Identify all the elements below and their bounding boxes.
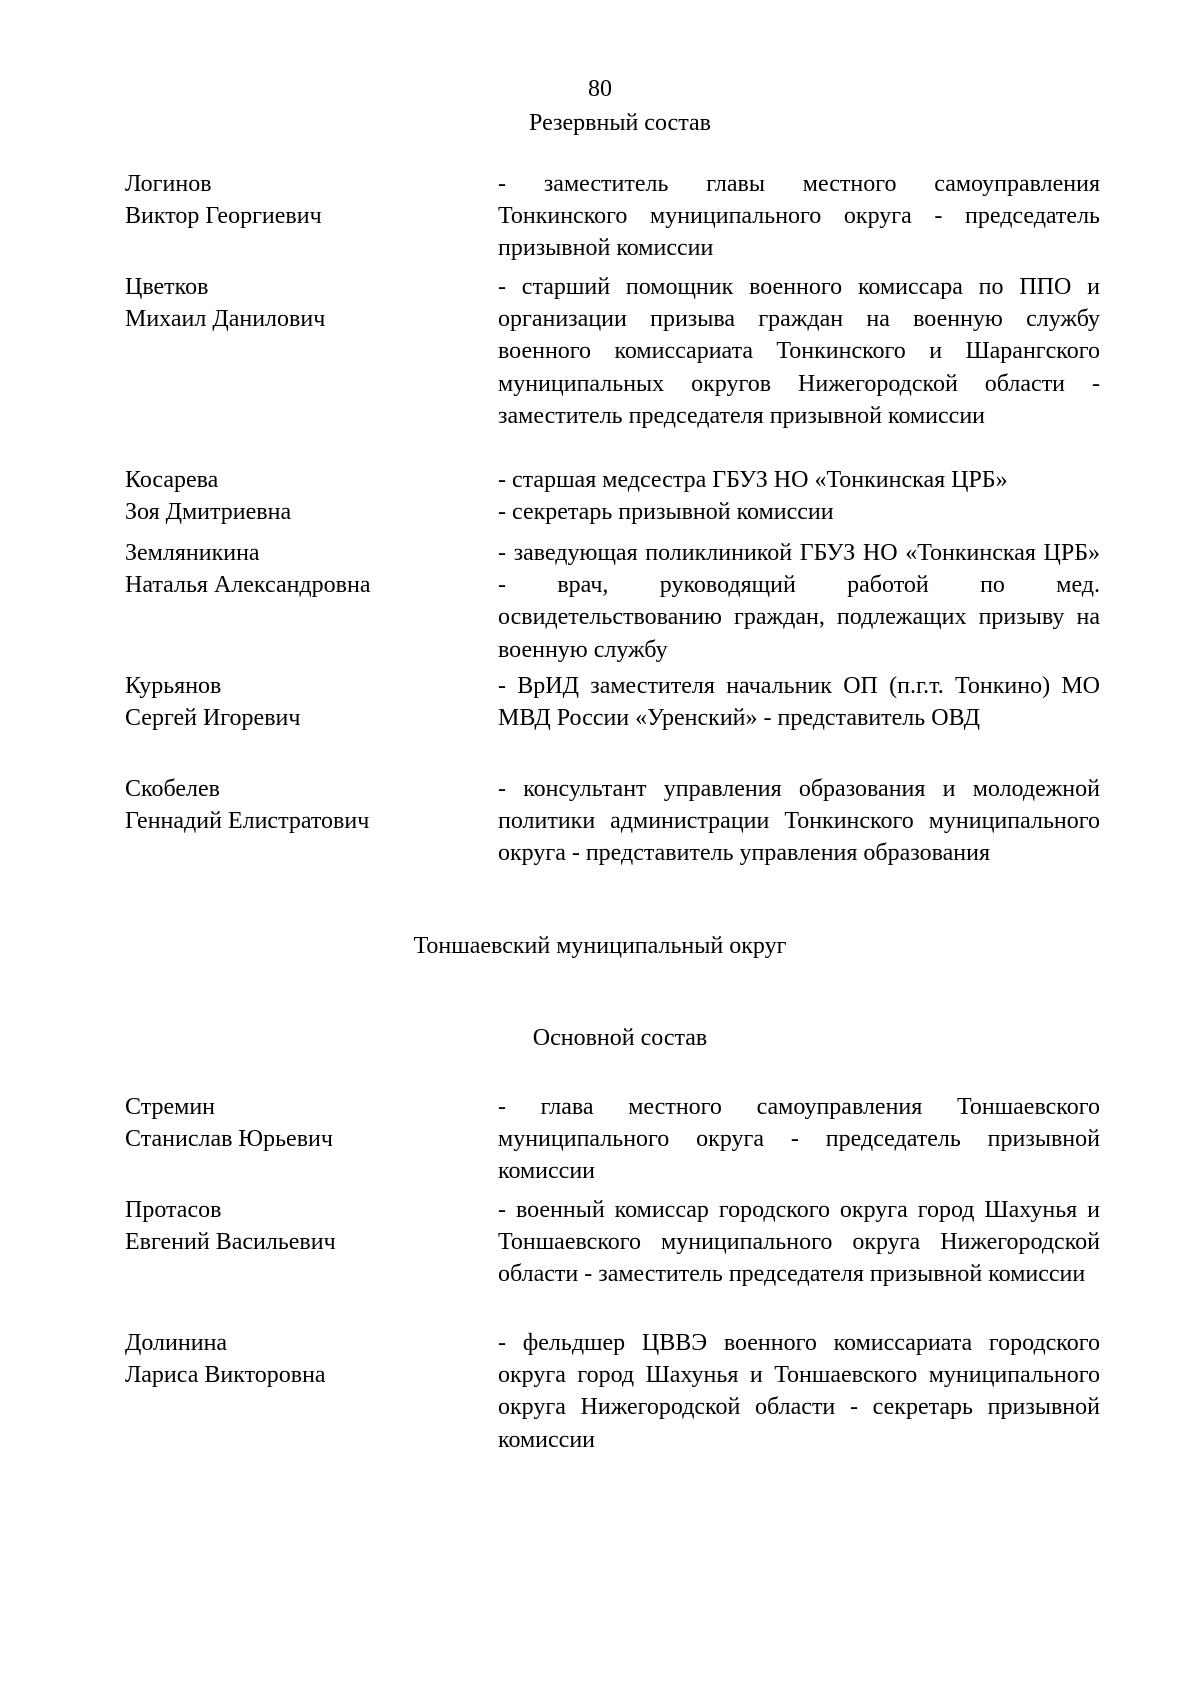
role-line: - ВрИД заместителя начальник ОП (п.г.т. Тонкино) МО МВД России «Уренский» - представитель ОВД — [498, 673, 1100, 732]
member-name — [125, 1327, 475, 1391]
member-surname: Земляникина — [125, 540, 260, 566]
member-surname: Косарева — [125, 467, 219, 493]
member-role — [498, 537, 1100, 666]
member-given-name: Сергей Игоревич — [125, 705, 301, 732]
role-line: - консультант управления образования и молодежной политики администрации Тонкинского муниципального округа - представитель управления образования — [498, 776, 1100, 867]
member-surname: Логинов — [125, 171, 212, 197]
member-name — [125, 271, 475, 335]
member-name — [125, 464, 475, 528]
member-role — [498, 464, 1100, 528]
member-given-name: Михаил Данилович — [125, 306, 326, 333]
role-line: - заведующая поликлиникой ГБУЗ НО «Тонкинская ЦРБ» - врач, руководящий работой по мед. освидетельствованию граждан, подлежащих призыву на военную службу — [498, 540, 1100, 663]
member-surname: Долинина — [125, 1330, 228, 1356]
member-role — [498, 1194, 1100, 1291]
member-surname: Курьянов — [125, 673, 222, 699]
member-given-name: Станислав Юрьевич — [125, 1126, 333, 1153]
role-line: - военный комиссар городского округа город Шахунья и Тоншаевского муниципального округа Нижегородской области - заместитель председателя призывной комиссии — [498, 1197, 1100, 1288]
member-role — [498, 271, 1100, 432]
role-line: - старший помощник военного комиссара по ППО и организации призыва граждан на военную службу военного комиссариата Тонкинского и Шарангского муниципальных округов Нижегородской области - заместитель председателя призывной комиссии — [498, 274, 1100, 429]
role-line: - заместитель главы местного самоуправления Тонкинского муниципального округа - председатель призывной комиссии — [498, 171, 1100, 262]
member-name — [125, 670, 475, 734]
member-name — [125, 773, 475, 837]
role-line: - глава местного самоуправления Тоншаевского муниципального округа - председатель призывной комиссии — [498, 1094, 1100, 1185]
member-role — [498, 1091, 1100, 1188]
member-name — [125, 537, 475, 601]
member-role — [498, 773, 1100, 870]
district-heading: Тоншаевский муниципальный округ — [413, 933, 787, 959]
member-name — [125, 1091, 475, 1155]
member-surname: Цветков — [125, 274, 209, 300]
page-number: 80 — [588, 76, 612, 102]
role-line: - старшая медсестра ГБУЗ НО «Тонкинская ЦРБ» — [498, 467, 1008, 493]
member-role — [498, 670, 1100, 734]
member-surname: Протасов — [125, 1197, 222, 1223]
member-surname: Стремин — [125, 1094, 215, 1120]
member-role — [498, 168, 1100, 265]
member-name — [125, 168, 475, 232]
section-heading-main: Основной состав — [532, 1025, 708, 1051]
member-given-name: Евгений Васильевич — [125, 1229, 336, 1256]
member-surname: Скобелев — [125, 776, 220, 802]
member-given-name: Геннадий Елистратович — [125, 808, 370, 835]
member-given-name: Наталья Александровна — [125, 572, 371, 599]
member-name — [125, 1194, 475, 1258]
member-given-name: Виктор Георгиевич — [125, 203, 322, 230]
role-line: - секретарь призывной комиссии — [498, 499, 834, 526]
member-role — [498, 1327, 1100, 1456]
role-line: - фельдшер ЦВВЭ военного комиссариата городского округа город Шахунья и Тоншаевского муниципального округа Нижегородской области - секретарь призывной комиссии — [498, 1330, 1100, 1453]
member-given-name: Лариса Викторовна — [125, 1362, 326, 1389]
member-given-name: Зоя Дмитриевна — [125, 499, 292, 526]
section-heading-reserve: Резервный состав — [529, 110, 711, 136]
